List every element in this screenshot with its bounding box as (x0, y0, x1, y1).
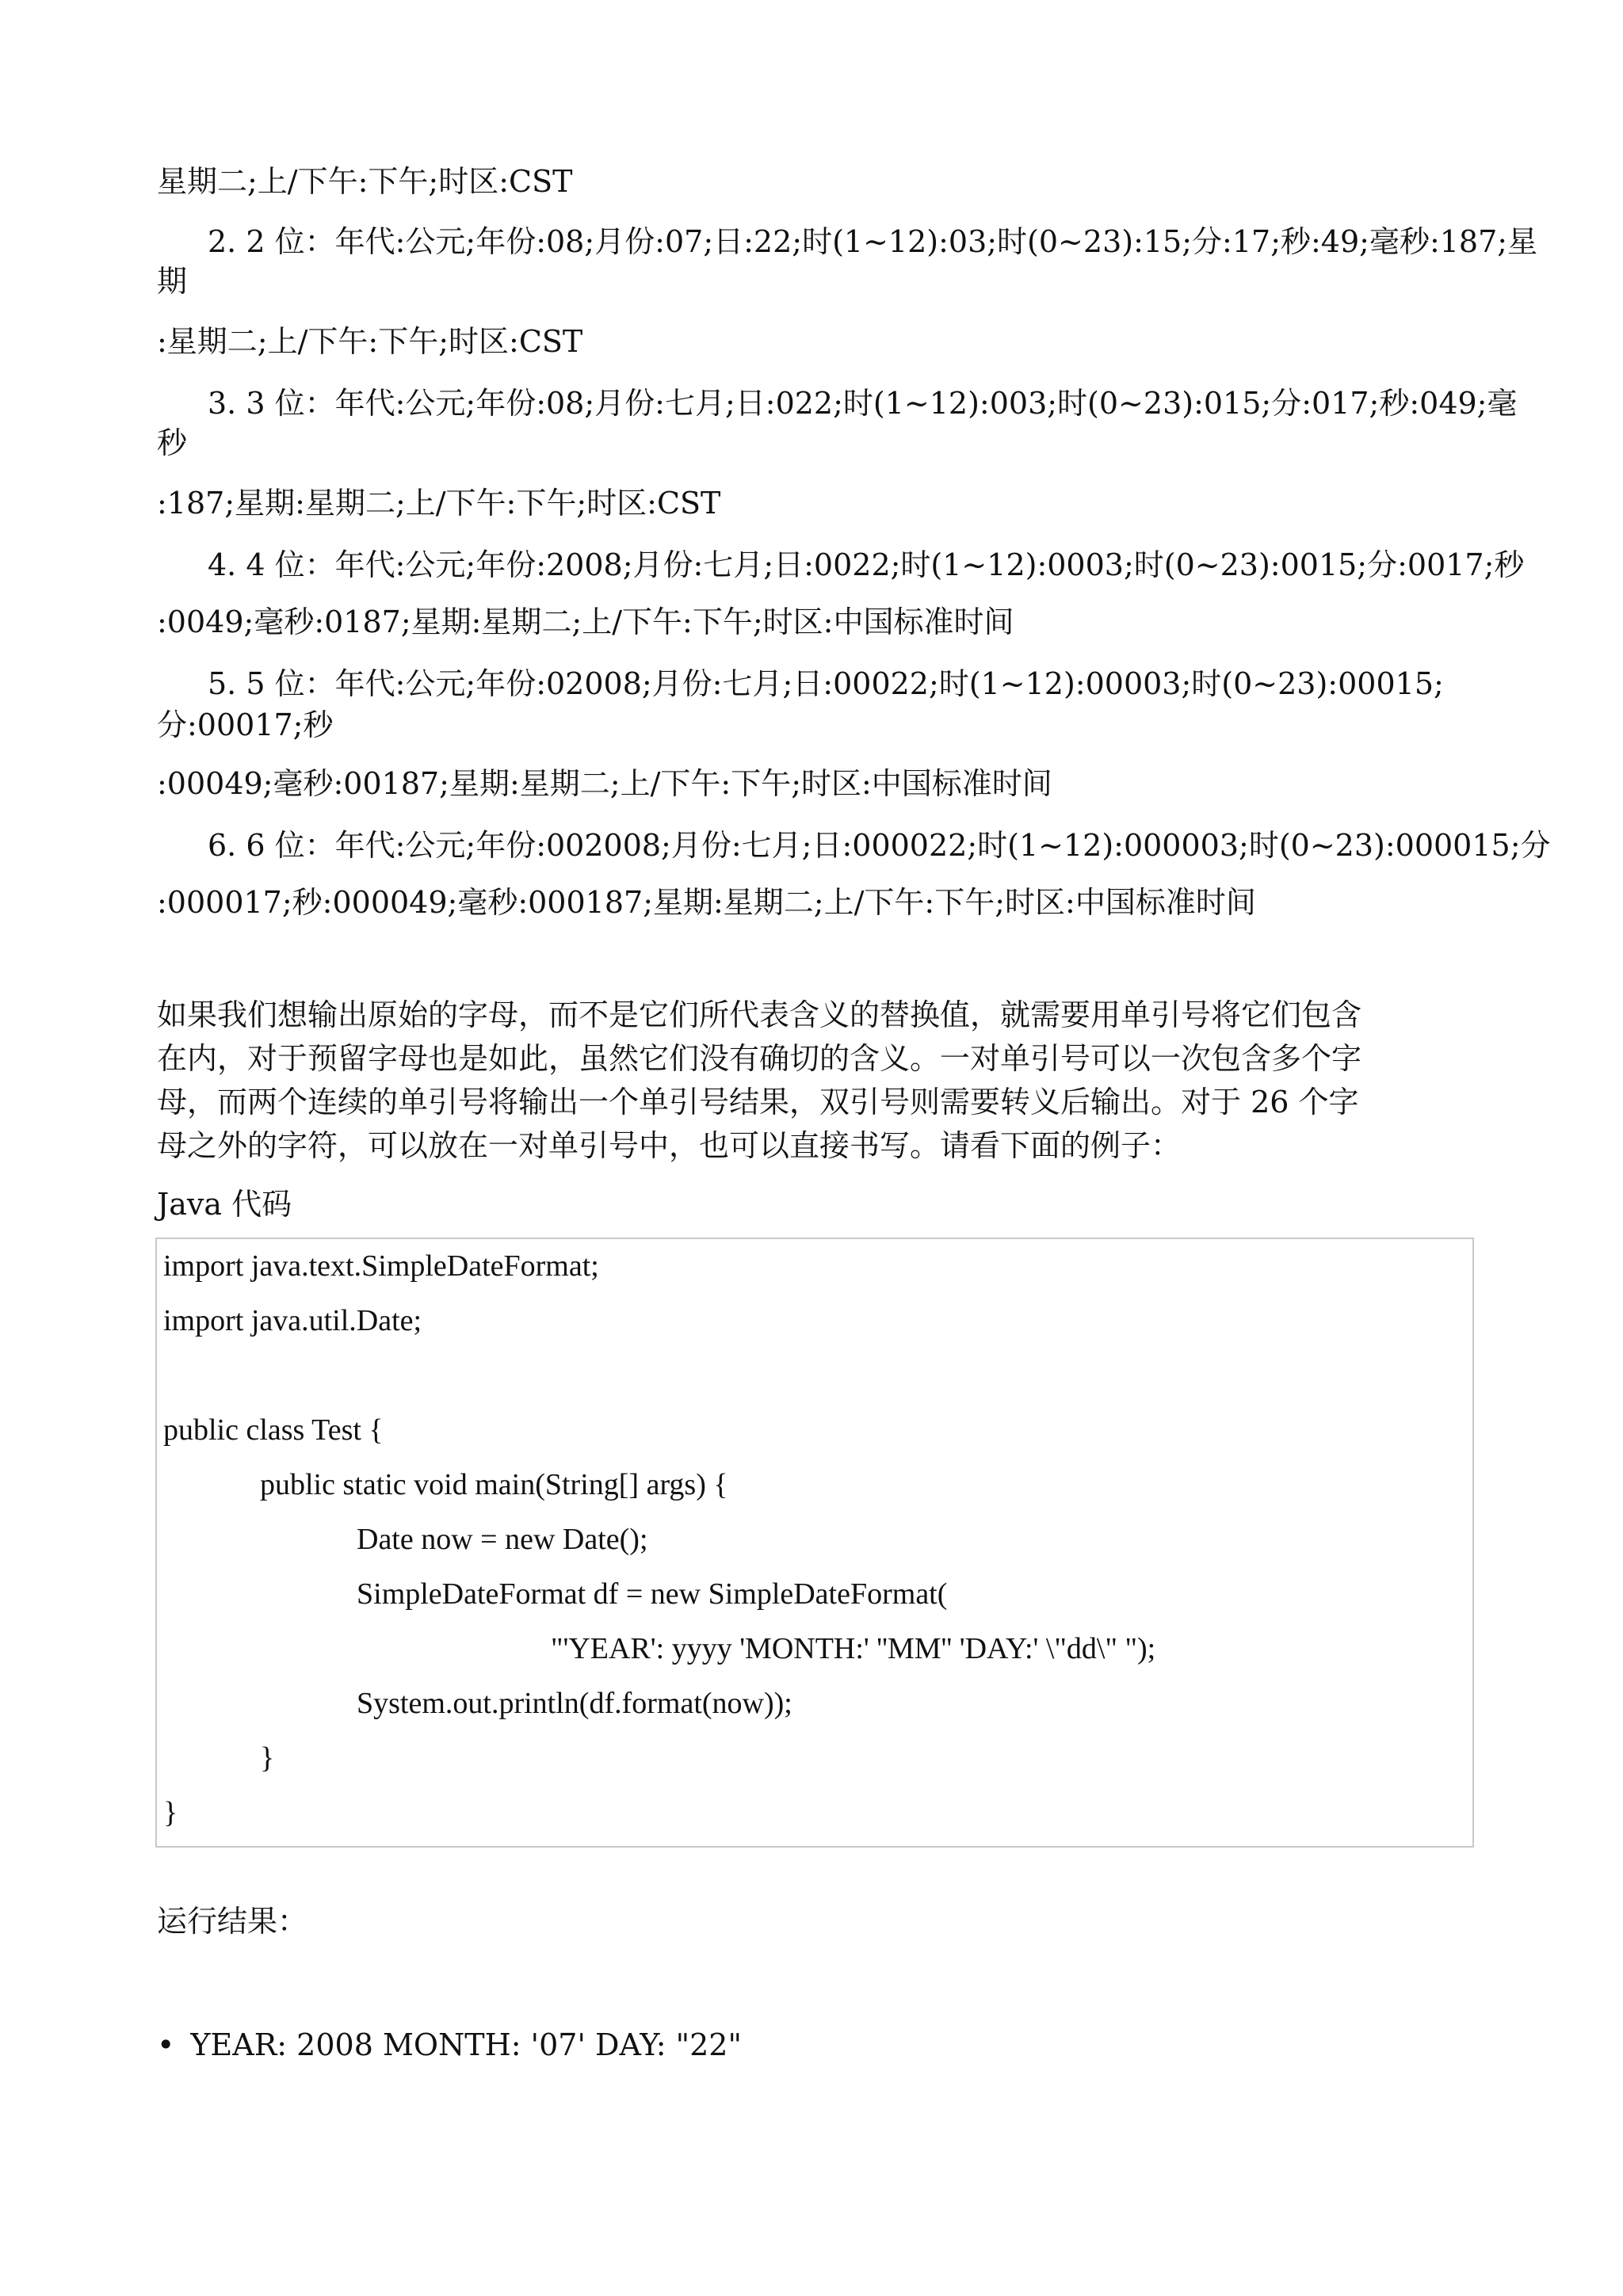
output-line: :00049;毫秒:00187;星期:星期二;上/下午:下午;时区:中国标准时间 (157, 766, 1052, 801)
code-line: } (163, 1796, 178, 1829)
output-line: 星期二;上/下午:下午;时区:CST (157, 164, 573, 199)
output-line: :000017;秒:000049;毫秒:000187;星期:星期二;上/下午:下午;时区:中国标准时间 (157, 885, 1256, 920)
output-line: 期 (157, 264, 188, 299)
code-line: public class Test { (163, 1413, 384, 1447)
bullet-icon: • (157, 2027, 175, 2062)
code-line: "'YEAR': yyyy 'MONTH:' ''MM'' 'DAY:' \"dd\" "); (551, 1632, 1156, 1665)
code-label: Java 代码 (157, 1187, 292, 1222)
code-line: } (260, 1741, 275, 1775)
output-line: :星期二;上/下午:下午;时区:CST (157, 324, 583, 359)
output-line: 4. 4 位：年代:公元;年份:2008;月份:七月;日:0022;时(1~12):0003;时(0~23):0015;分:0017;秒 (208, 547, 1525, 582)
result-list-item (157, 2025, 742, 2065)
explanation-paragraph (157, 994, 1488, 1168)
paragraph-line: 在内，对于预留字母也是如此，虽然它们没有确切的含义。一对单引号可以一次包含多个字 (157, 1041, 1362, 1076)
code-line: SimpleDateFormat df = new SimpleDateFormat( (357, 1577, 948, 1611)
paragraph-line: 母之外的字符，可以放在一对单引号中，也可以直接书写。请看下面的例子： (157, 1128, 1182, 1163)
output-line: 6. 6 位：年代:公元;年份:002008;月份:七月;日:000022;时(1~12):000003;时(0~23):000015;分 (208, 828, 1551, 863)
code-line: public static void main(String[] args) { (260, 1468, 728, 1501)
result-label: 运行结果： (157, 1904, 308, 1939)
output-line: 分:00017;秒 (157, 707, 334, 742)
paragraph-line: 如果我们想输出原始的字母，而不是它们所代表含义的替换值，就需要用单引号将它们包含 (157, 997, 1362, 1032)
result-text: YEAR: 2008 MONTH: '07' DAY: "22" (190, 2027, 742, 2062)
code-line: import java.util.Date; (163, 1304, 422, 1337)
code-line: import java.text.SimpleDateFormat; (163, 1249, 599, 1283)
output-line: :0049;毫秒:0187;星期:星期二;上/下午:下午;时区:中国标准时间 (157, 605, 1014, 639)
output-line: 2. 2 位：年代:公元;年份:08;月份:07;日:22;时(1~12):03;时(0~23):15;分:17;秒:49;毫秒:187;星 (208, 224, 1538, 259)
output-line: 5. 5 位：年代:公元;年份:02008;月份:七月;日:00022;时(1~12):00003;时(0~23):00015; (208, 666, 1444, 701)
code-line: Date now = new Date(); (357, 1523, 648, 1556)
output-line: 秒 (157, 425, 188, 460)
code-line: System.out.println(df.format(now)); (357, 1687, 792, 1720)
output-line: :187;星期:星期二;上/下午:下午;时区:CST (157, 486, 721, 521)
output-line: 3. 3 位：年代:公元;年份:08;月份:七月;日:022;时(1~12):003;时(0~23):015;分:017;秒:049;毫 (208, 386, 1518, 421)
paragraph-line: 母，而两个连续的单引号将输出一个单引号结果，双引号则需要转义后输出。对于 26 个字 (157, 1085, 1359, 1119)
